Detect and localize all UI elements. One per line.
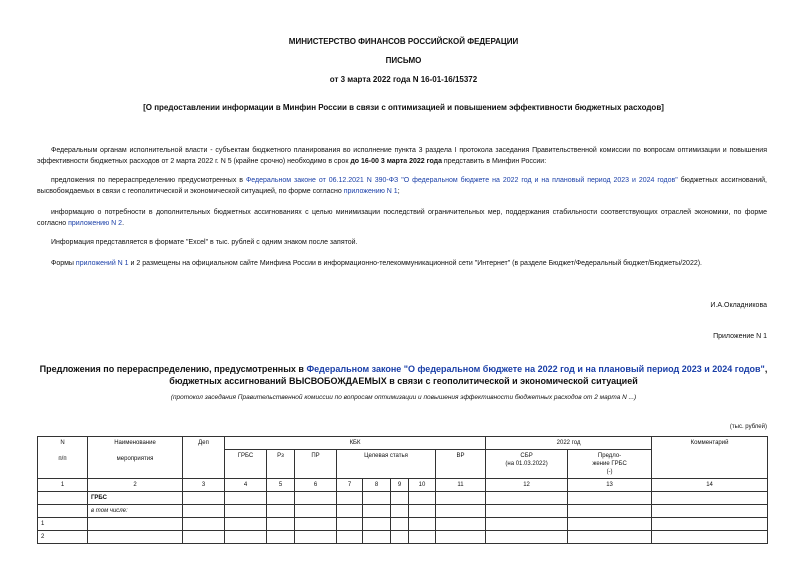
cell [267,518,295,531]
p1-text-b: представить в Минфин России: [441,157,547,165]
cell [38,505,88,518]
cell [409,492,436,505]
cell [391,518,409,531]
header-pred [568,450,652,479]
cell [88,518,183,531]
cell [568,492,652,505]
row-incl-label: в том числе: [88,505,183,518]
p5-text-b: и 2 размещены на официальном сайте Минфина России в информационно-телекоммуникационной сети "Интернет" (в разделе Бюджет/Федеральный бюджет/Бюджеты/2022). [128,260,703,267]
header-kbk: КБК [225,437,486,450]
cell [652,531,768,544]
num-cell: 10 [409,479,436,492]
num-cell: 3 [183,479,225,492]
doc-type: ПИСЬМО [385,56,422,65]
cell [225,531,267,544]
cell [568,505,652,518]
p1-text-a: Федеральным органам исполнительной власти - субъектам бюджетного планирования во исполнение пункта 3 раздела I протокола заседания Правительственной комиссии по вопросам оптимизации и повышения эффективности бюджетных расходов от 2 марта 2022 г. N 5 (крайне срочно) необходимо в срок [37,147,767,165]
table-number-row [38,479,768,492]
cell [486,518,568,531]
p2-text-c: ; [397,187,400,195]
cell [363,518,391,531]
cell [295,505,337,518]
table-row [38,492,768,505]
cell [295,518,337,531]
appendix-title-b: , [764,364,768,374]
cell [337,505,363,518]
cell [391,531,409,544]
cell [183,505,225,518]
header-n-text: N [60,440,65,446]
cell [436,518,486,531]
cell [652,492,768,505]
header-name-2: мероприятия [116,456,154,462]
header-pred-1: Предло- [597,453,622,459]
paragraph-5 [37,259,767,270]
cell [568,531,652,544]
signature: И.А.Окладникова [710,302,767,309]
cell [409,505,436,518]
appendix-subtitle: (протокол заседания Правительственной комиссии по вопросам оптимизации и повышения эффективности бюджетных расходов от 2 марта N ...) [170,394,637,401]
header-pr: ПР [295,450,337,479]
cell [486,531,568,544]
table-row [38,518,768,531]
header-name [88,437,183,479]
cell [267,505,295,518]
header-rz: Рз [267,450,295,479]
table-row [38,531,768,544]
cell [568,518,652,531]
cell [183,492,225,505]
table-header-row-1 [38,437,768,450]
num-cell: 14 [652,479,768,492]
cell [436,505,486,518]
p3-text-b: . [122,219,125,227]
header-sbr [486,450,568,479]
header-grbs: ГРБС [225,450,267,479]
table-row [38,505,768,518]
num-cell: 4 [225,479,267,492]
cell [337,492,363,505]
p5-text-a: Формы [51,260,76,267]
header-sbr-2: (на 01.03.2022) [505,461,548,467]
cell [363,531,391,544]
row-grbs-label: ГРБС [88,492,183,505]
num-cell: 1 [38,479,88,492]
appendices-link[interactable]: приложений N 1 [75,260,129,267]
cell [486,492,568,505]
cell [337,531,363,544]
cell [652,518,768,531]
cell [225,492,267,505]
num-cell: 8 [363,479,391,492]
subject-line: [О предоставлении информации в Минфин России в связи с оптимизацией и повышением эффективности бюджетных расходов] [143,103,664,112]
num-cell: 5 [267,479,295,492]
appendix-title [30,363,777,387]
header-vr: ВР [436,450,486,479]
appendix-label: Приложение N 1 [713,333,767,340]
paragraph-4: Информация представляется в формате "Excel" в тыс. рублей с одним знаком после запятой. [51,239,358,246]
cell [183,531,225,544]
appendix-1-link[interactable]: приложению N 1 [343,187,398,195]
num-cell: 11 [436,479,486,492]
num-cell: 12 [486,479,568,492]
appendix-title-a: Предложения по перераспределению, предусмотренных в [39,364,307,374]
row-number: 1 [38,518,88,531]
header-comment: Комментарий [652,437,768,479]
cell [652,505,768,518]
header-sbr-1: СБР [520,453,533,459]
units-label: (тыс. рублей) [729,424,767,430]
cell [363,505,391,518]
num-cell: 6 [295,479,337,492]
cell [486,505,568,518]
paragraph-1 [37,146,767,167]
header-n [38,437,88,479]
cell [391,492,409,505]
cell [391,505,409,518]
cell [436,531,486,544]
num-cell: 7 [337,479,363,492]
row-number: 2 [38,531,88,544]
header-year: 2022 год [486,437,652,450]
cell [88,531,183,544]
header-cs: Целевая статья [337,450,436,479]
proposals-table [37,436,768,544]
appendix-2-link[interactable]: приложению N 2 [68,219,123,227]
cell [267,531,295,544]
date-line: от 3 марта 2022 года N 16-01-16/15372 [329,75,478,84]
cell [295,531,337,544]
cell [337,518,363,531]
header-pn-text: п/п [58,456,67,462]
appendix-law-link[interactable]: Федеральном законе "О федеральном бюджете на 2022 год и на плановый период 2023 и 2024 годов" [306,364,765,374]
cell [436,492,486,505]
paragraph-2 [37,176,767,197]
num-cell: 9 [391,479,409,492]
p2-text-b: бюджетных ассигнований, высвобождаемых в связи с геополитической и экономической ситуацией, по форме согласно [37,177,767,195]
header-pred-3: (-) [606,469,613,475]
cell [267,492,295,505]
header-name-1: Наименование [114,440,156,446]
header-pred-2: жение ГРБС [592,461,627,467]
num-cell: 13 [568,479,652,492]
p1-deadline: до 16-00 3 марта 2022 года [350,157,442,165]
appendix-title-line2: бюджетных ассигнований ВЫСВОБОЖДАЕМЫХ в связи с геополитической и экономической ситуацией [169,376,638,386]
cell [409,531,436,544]
paragraph-3 [37,208,767,229]
ministry-heading: МИНИСТЕРСТВО ФИНАНСОВ РОССИЙСКОЙ ФЕДЕРАЦИИ [288,37,519,46]
cell [225,518,267,531]
cell [409,518,436,531]
cell [363,492,391,505]
p2-text-a: предложения по перераспределению предусмотренных в [51,177,246,184]
cell [183,518,225,531]
federal-law-link[interactable]: Федеральном законе от 06.12.2021 N 390-ФЗ "О федеральном бюджете на 2022 год и на плановый период 2023 и 2024 годов" [245,177,678,184]
cell [38,492,88,505]
cell [225,505,267,518]
cell [295,492,337,505]
header-dep: Деп [183,437,225,479]
p3-text-a: информацию о потребности в дополнительных бюджетных ассигнованиях с целью минимизации последствий ограничительных мер, поддержания стабильности соответствующих отраслей экономики, по форме согласно [37,209,767,227]
num-cell: 2 [88,479,183,492]
